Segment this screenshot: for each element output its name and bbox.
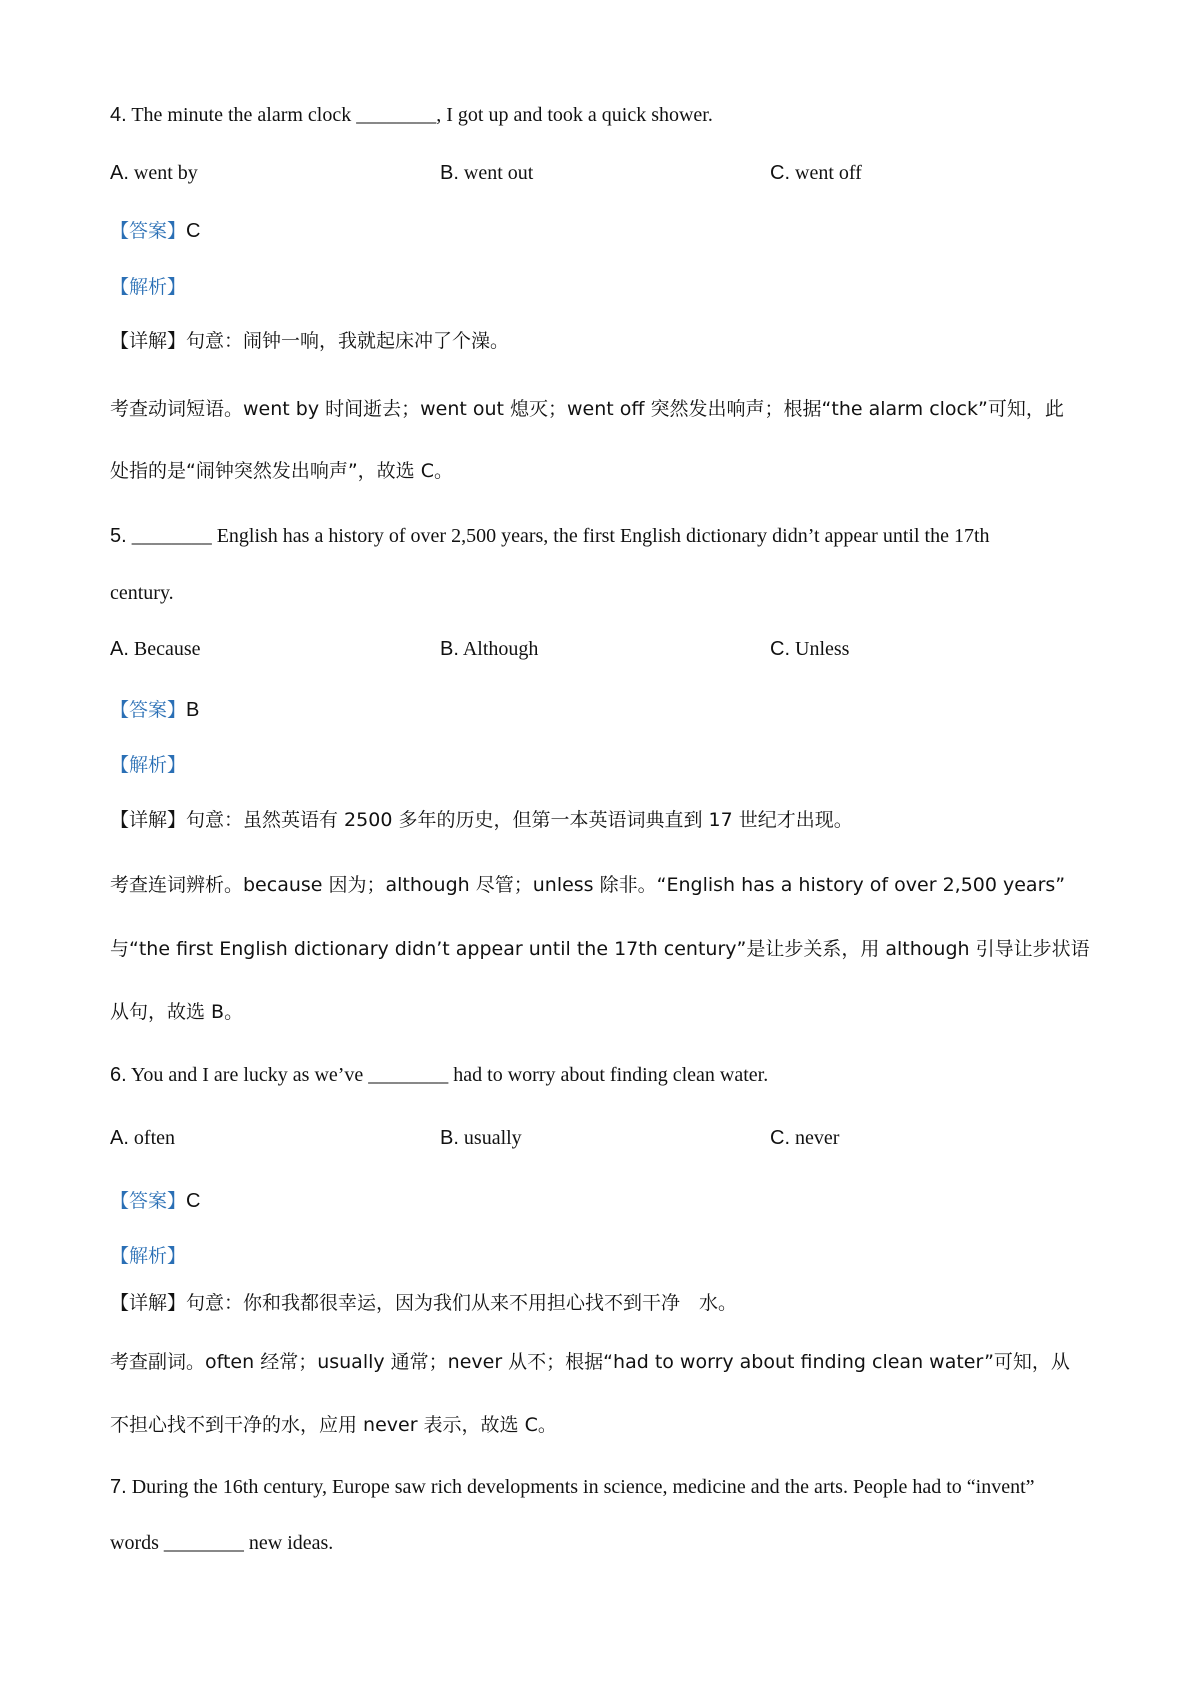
question-6-detail xyxy=(110,1290,737,1316)
question-6-answer xyxy=(110,1188,200,1214)
option-text: often xyxy=(133,1127,175,1149)
option-text: Unless xyxy=(795,638,850,660)
answer-tag: 【答案】 xyxy=(110,220,187,242)
detail-text: 句意：虽然英语有 2500 多年的历史，但第一本英语词典直到 17 世纪才出现。 xyxy=(186,809,853,831)
option-letter: B. xyxy=(440,162,459,184)
analysis-tag: 【解析】 xyxy=(110,1245,187,1267)
question-5-option-c xyxy=(770,636,849,662)
question-6-explanation-line-2: 不担心找不到干净的水，应用 never 表示，故选 C。 xyxy=(110,1414,557,1436)
option-letter: C. xyxy=(770,638,790,660)
question-7-stem-line-1 xyxy=(110,1474,1035,1500)
question-4-answer xyxy=(110,218,200,244)
question-5-explanation-line-3: 从句，故选 B。 xyxy=(110,1001,244,1023)
option-text: went off xyxy=(795,162,862,184)
question-number: 6. xyxy=(110,1064,127,1086)
question-4-analysis-heading xyxy=(110,274,186,300)
question-7-stem-line-2: words ________ new ideas. xyxy=(110,1532,334,1554)
question-text: The minute the alarm clock ________, I got up and took a quick shower. xyxy=(131,104,713,126)
question-6-explanation-line-1: 考查副词。often 经常；usually 通常；never 从不；根据“had to worry about finding clean water”可知，从 xyxy=(110,1351,1070,1373)
question-5-detail xyxy=(110,807,853,833)
question-5-stem-line-2: century. xyxy=(110,582,174,604)
question-5-explanation-line-2: 与“the first English dictionary didn’t appear until the 17th century”是让步关系，用 although 引导让步状语 xyxy=(110,938,1090,960)
question-5-explanation-line-1: 考查连词辨析。because 因为；although 尽管；unless 除非。“English has a history of over 2,500 years” xyxy=(110,874,1066,896)
question-6-option-a xyxy=(110,1125,175,1151)
question-6-option-c xyxy=(770,1125,839,1151)
question-4-option-a xyxy=(110,160,198,186)
question-6-option-b xyxy=(440,1125,522,1151)
question-text: ________ English has a history of over 2,500 years, the first English dictionary didn’t appear until the 17th xyxy=(131,525,990,547)
option-text: never xyxy=(795,1127,840,1149)
answer-value: C xyxy=(186,220,201,242)
question-number: 7. xyxy=(110,1476,127,1498)
option-letter: B. xyxy=(440,638,459,660)
option-letter: B. xyxy=(440,1127,459,1149)
question-4-option-b xyxy=(440,160,533,186)
answer-value: C xyxy=(186,1190,201,1212)
option-letter: A. xyxy=(110,162,129,184)
analysis-tag: 【解析】 xyxy=(110,754,187,776)
answer-value: B xyxy=(186,699,200,721)
question-4-stem xyxy=(110,102,713,128)
question-5-analysis-heading xyxy=(110,752,186,778)
question-6-stem xyxy=(110,1062,768,1088)
analysis-tag: 【解析】 xyxy=(110,276,187,298)
question-text: During the 16th century, Europe saw rich developments in science, medicine and the arts. People had to “invent” xyxy=(131,1476,1035,1498)
option-letter: C. xyxy=(770,162,790,184)
option-text: Because xyxy=(133,638,201,660)
detail-tag: 【详解】 xyxy=(110,809,187,831)
option-text: went by xyxy=(133,162,198,184)
question-6-analysis-heading xyxy=(110,1243,186,1269)
option-text: went out xyxy=(463,162,534,184)
detail-text: 句意：闹钟一响，我就起床冲了个澡。 xyxy=(186,330,510,352)
answer-tag: 【答案】 xyxy=(110,699,187,721)
question-4-option-c xyxy=(770,160,862,186)
option-letter: A. xyxy=(110,638,129,660)
question-5-option-a xyxy=(110,636,201,662)
detail-text: 句意：你和我都很幸运，因为我们从来不用担心找不到干净 水。 xyxy=(186,1292,738,1314)
option-letter: C. xyxy=(770,1127,790,1149)
question-4-explanation-line-1: 考查动词短语。went by 时间逝去；went out 熄灭；went off 突然发出响声；根据“the alarm clock”可知，此 xyxy=(110,398,1064,420)
option-text: Although xyxy=(462,638,539,660)
question-number: 4. xyxy=(110,104,127,126)
question-4-explanation-line-2: 处指的是“闹钟突然发出响声”，故选 C。 xyxy=(110,460,453,482)
question-5-answer xyxy=(110,697,199,723)
detail-tag: 【详解】 xyxy=(110,330,187,352)
option-letter: A. xyxy=(110,1127,129,1149)
answer-tag: 【答案】 xyxy=(110,1190,187,1212)
question-4-detail xyxy=(110,328,509,354)
question-number: 5. xyxy=(110,525,127,547)
question-text: You and I are lucky as we’ve ________ had to worry about finding clean water. xyxy=(130,1064,769,1086)
question-5-option-b xyxy=(440,636,538,662)
question-5-stem-line-1 xyxy=(110,523,990,549)
option-text: usually xyxy=(463,1127,522,1149)
detail-tag: 【详解】 xyxy=(110,1292,187,1314)
